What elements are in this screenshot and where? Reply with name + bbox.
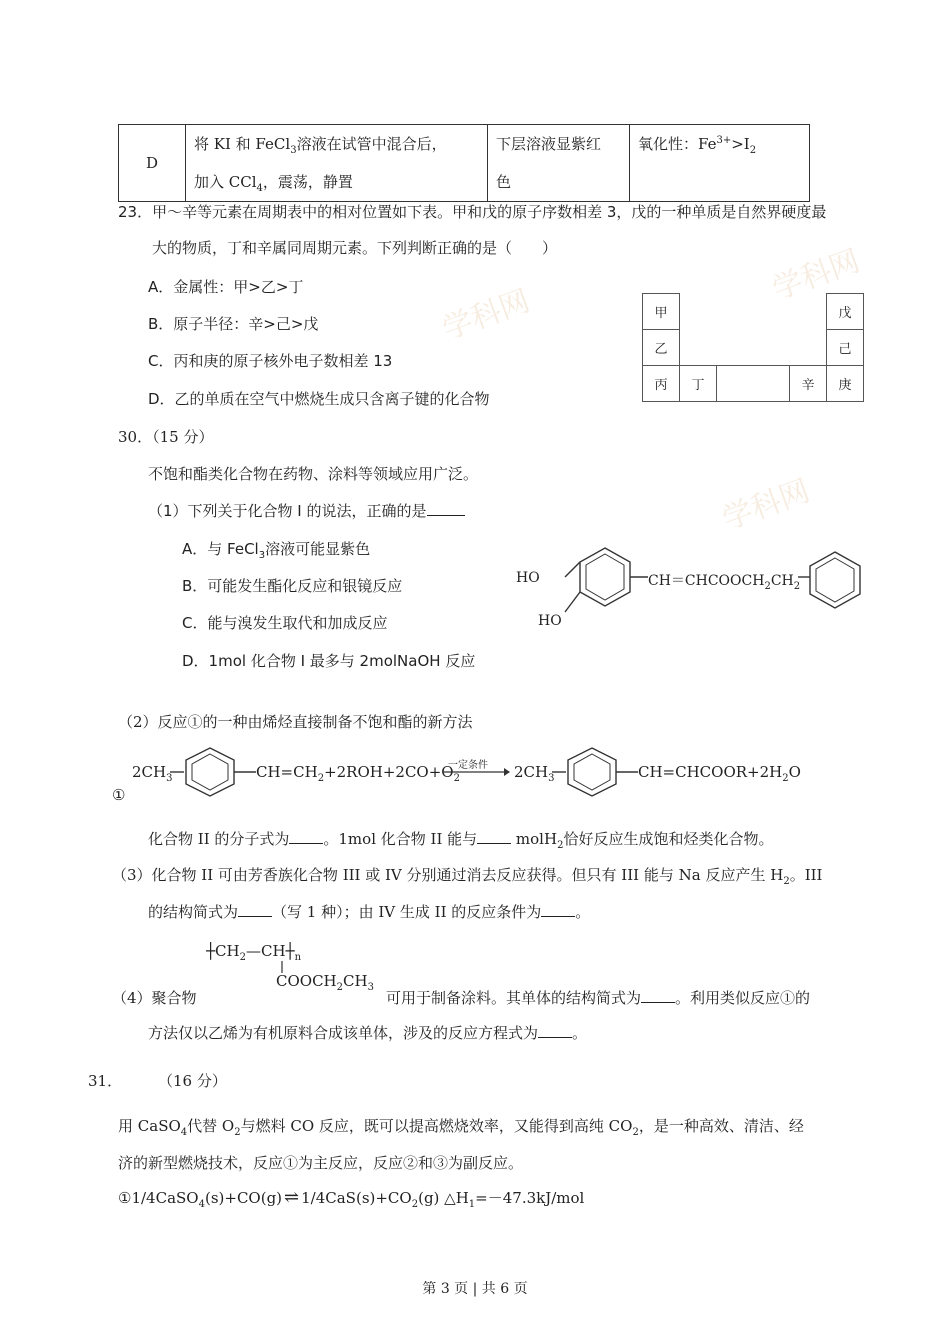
- struct-ho-bottom: HO: [538, 613, 562, 629]
- cell-jia: 甲: [643, 294, 680, 330]
- q30-option-d: D．1mol 化合物 I 最多与 2molNaOH 反应: [182, 652, 476, 670]
- q23-stem-line1: 23．甲～辛等元素在周期表中的相对位置如下表。甲和戊的原子序数相差 3，戊的一种单质是自然界硬度最: [118, 203, 827, 221]
- q30-option-a: A．与 FeCl$_3$溶液可能显紫色: [182, 540, 371, 561]
- q30-part2-question: 化合物 II 的分子式为 。1mol 化合物 II 能与 molH$_2$恰好反应生成饱和烃类化合物。: [148, 830, 774, 851]
- rx-label: ①: [112, 786, 126, 804]
- q23-option-a: A．金属性：甲>乙>丁: [148, 278, 304, 296]
- operation-cell: 将 KI 和 FeCl$_3$溶液在试管中混合后， 加入 CCl$_4$，震荡，静置: [186, 125, 488, 202]
- benzene-ring-left: [170, 742, 260, 802]
- struct-ho-top: HO: [516, 570, 540, 586]
- q31-equation-1: ①1/4CaSO$_4$(s)+CO(g) ⇌ $1/4CaS(s)+CO_2(g)$ $\triangle H_1=-47.3kJ$/mol: [118, 1187, 585, 1210]
- cell-ding: 丁: [680, 366, 717, 402]
- q31-line2: 济的新型燃烧技术，反应①为主反应，反应②和③为副反应。: [118, 1154, 524, 1172]
- equilibrium-arrow-icon: ⇌: [284, 1187, 300, 1208]
- benzene-ring-right: [552, 742, 642, 802]
- q31-score: （16 分）: [158, 1072, 227, 1090]
- q23-option-b: B．原子半径：辛>己>戊: [148, 315, 319, 333]
- watermark: 学科网: [717, 473, 815, 538]
- cell-wu: 戊: [827, 294, 864, 330]
- q30-intro: 不饱和酯类化合物在药物、涂料等领域应用广泛。: [148, 465, 479, 483]
- experiment-table: [118, 124, 810, 202]
- cell-yi: 乙: [643, 330, 680, 366]
- cell-xin: 辛: [790, 366, 827, 402]
- watermark: 学科网: [437, 283, 535, 348]
- q30-option-c: C．能与溴发生取代和加成反应: [182, 614, 388, 632]
- phenomenon-cell: 下层溶液显紫红 色: [488, 125, 630, 202]
- rx-left-tail: $CH=CH_2+2ROH+2CO+O_2$: [256, 763, 460, 784]
- periodic-table-fragment: [642, 293, 864, 402]
- q30-option-b: B．可能发生酯化反应和银镜反应: [182, 577, 403, 595]
- q23-stem-line2: 大的物质，丁和辛属同周期元素。下列判断正确的是（ ）: [152, 239, 558, 257]
- rx-right-coef: $2CH_3$: [514, 763, 555, 784]
- reaction-arrow-icon: [444, 766, 510, 778]
- page-footer: 第 3 页 | 共 6 页: [422, 1281, 528, 1297]
- q31-number: 31．: [88, 1072, 123, 1090]
- rx-condition: 一定条件: [448, 760, 488, 771]
- q23-option-d: D．乙的单质在空气中燃烧生成只含离子键的化合物: [148, 390, 490, 408]
- cell-bing: 丙: [643, 366, 680, 402]
- q30-part1: （1）下列关于化合物 I 的说法，正确的是: [148, 500, 465, 521]
- q30-heading: 30．（15 分）: [118, 428, 214, 446]
- q31-line1: 用 CaSO$_4$代替 $O_2$与燃料 CO 反应，既可以提高燃烧效率，又能得到高纯 $CO_2$，是一种高效、清洁、经: [118, 1117, 804, 1138]
- conclusion-cell: 氧化性：$Fe^{3+}>I_2$: [630, 125, 810, 202]
- q30-part4-label: （4）聚合物: [112, 989, 197, 1007]
- cell-ji: 己: [827, 330, 864, 366]
- q30-part3-line2: 的结构简式为 （写 1 种）；由 IV 生成 II 的反应条件为 。: [148, 903, 591, 921]
- q23-option-c: C．丙和庚的原子核外电子数相差 13: [148, 352, 393, 370]
- cell-geng: 庚: [827, 366, 864, 402]
- q30-part2: （2）反应①的一种由烯烃直接制备不饱和酯的新方法: [118, 713, 473, 731]
- watermark: 学科网: [767, 243, 865, 308]
- rx-left-coef: $2CH_3$: [132, 763, 173, 784]
- q30-part4-line1: 可用于制备涂料。其单体的结构简式为 。利用类似反应①的: [386, 989, 811, 1007]
- rx-right-tail: $CH=CHCOOR+2H_2O$: [638, 763, 801, 784]
- q30-part4-line2: 方法仅以乙烯为有机原料合成该单体，涉及的反应方程式为 。: [148, 1024, 588, 1042]
- polymer-repeat-unit: $┼CH_2—CH┼_n$: [206, 942, 302, 963]
- row-letter: D: [119, 125, 186, 202]
- polymer-side-group: $COOCH_2CH_3$: [276, 972, 374, 993]
- q30-part3-line1: （3）化合物 II 可由芳香族化合物 III 或 IV 分别通过消去反应获得。但只有 III 能与 Na 反应产生 $H_2$。III: [112, 866, 823, 887]
- struct-side-chain: $CH=CHCOOCH_2CH_2$: [648, 573, 801, 592]
